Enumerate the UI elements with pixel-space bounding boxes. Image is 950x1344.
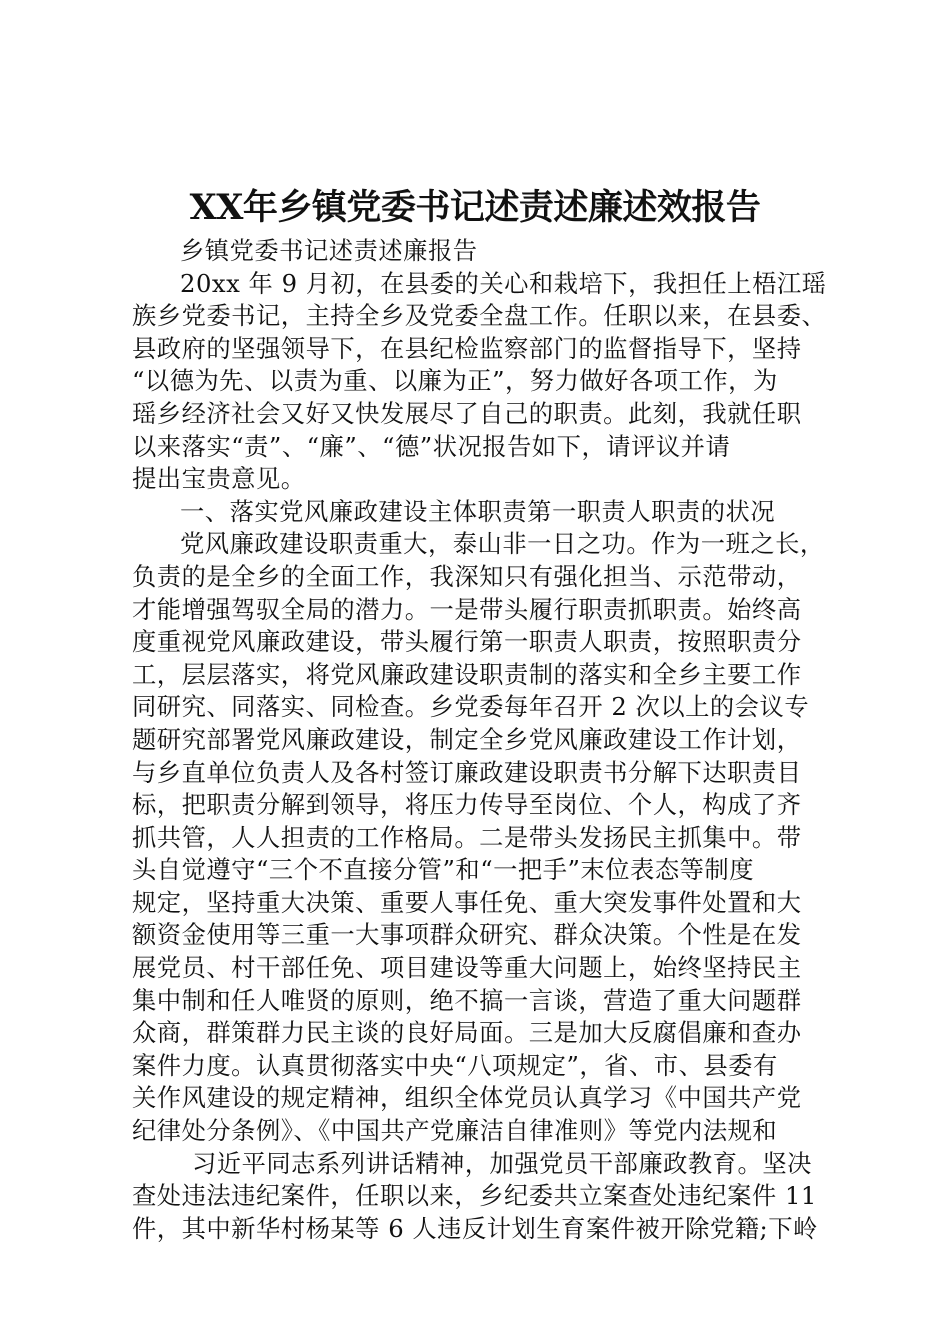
- body-line: 提出宝贵意见。: [132, 464, 306, 494]
- body-line: 度重视党风廉政建设，带头履行第一职责人职责，按照职责分: [132, 627, 802, 657]
- body-line: 案件力度。认真贯彻落实中央“八项规定”，省、市、县委有: [132, 1050, 778, 1080]
- body-line: 与乡直单位负责人及各村签订廉政建设职责书分解下达职责目: [132, 757, 802, 787]
- body-line: 众商，群策群力民主谈的良好局面。三是加大反腐倡廉和查办: [132, 1018, 802, 1048]
- document-title: XX年乡镇党委书记述责述廉述效报告: [189, 187, 761, 228]
- body-line: “以德为先、以责为重、以廉为正”，努力做好各项工作，为: [132, 366, 778, 396]
- body-line: 负责的是全乡的全面工作，我深知只有强化担当、示范带动，: [132, 561, 802, 591]
- body-line: 一、落实党风廉政建设主体职责第一职责人职责的状况: [180, 496, 776, 526]
- body-line: 瑶乡经济社会又好又快发展尽了自己的职责。此刻，我就任职: [132, 398, 802, 428]
- body-line: 20xx 年 9 月初，在县委的关心和栽培下，我担任上梧江瑶: [180, 268, 827, 298]
- body-line: 县政府的坚强领导下，在县纪检监察部门的监督指导下，坚持: [132, 333, 802, 363]
- body-line: 规定，坚持重大决策、重要人事任免、重大突发事件处置和大: [132, 887, 802, 917]
- body-line: 关作风建设的规定精神，组织全体党员认真学习《中国共产党: [132, 1083, 802, 1113]
- body-line: 习近平同志系列讲话精神，加强党员干部廉政教育。坚决: [192, 1148, 812, 1178]
- body-line: 头自觉遵守“三个不直接分管”和“一把手”末位表态等制度: [132, 855, 755, 885]
- body-line: 集中制和任人唯贤的原则，绝不搞一言谈，营造了重大问题群: [132, 985, 802, 1015]
- body-line: 才能增强驾驭全局的潜力。一是带头履行职责抓职责。始终高: [132, 594, 802, 624]
- body-line: 抓共管，人人担责的工作格局。二是带头发扬民主抓集中。带: [132, 822, 802, 852]
- body-line: 额资金使用等三重一大事项群众研究、群众决策。个性是在发: [132, 920, 802, 950]
- body-line: 纪律处分条例》、《中国共产党廉洁自律准则》等党内法规和: [132, 1116, 778, 1146]
- body-line: 以来落实“责”、“廉”、“德”状况报告如下，请评议并请: [132, 431, 731, 461]
- body-line: 党风廉政建设职责重大，泰山非一日之功。作为一班之长，: [180, 529, 825, 559]
- body-line: 查处违法违纪案件，任职以来，乡纪委共立案查处违纪案件 11: [132, 1181, 817, 1211]
- body-line: 展党员、村干部任免、项目建设等重大问题上，始终坚持民主: [132, 953, 802, 983]
- document-body: [132, 235, 854, 1245]
- body-line: 乡镇党委书记述责述廉报告: [180, 236, 478, 265]
- body-line: 同研究、同落实、同检查。乡党委每年召开 2 次以上的会议专: [132, 692, 810, 722]
- body-line: 族乡党委书记，主持全乡及党委全盘工作。任职以来，在县委、: [132, 301, 827, 331]
- body-line: 标，把职责分解到领导，将压力传导至岗位、个人，构成了齐: [132, 790, 802, 820]
- body-line: 题研究部署党风廉政建设，制定全乡党风廉政建设工作计划，: [132, 724, 802, 754]
- body-line: 工，层层落实，将党风廉政建设职责制的落实和全乡主要工作: [132, 659, 802, 689]
- body-line: 件，其中新华村杨某等 6 人违反计划生育案件被开除党籍;下岭: [132, 1213, 818, 1243]
